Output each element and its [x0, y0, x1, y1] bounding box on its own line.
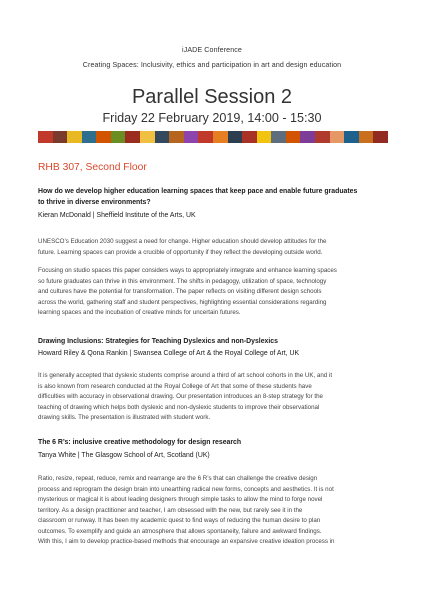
- text-line: across the world, gathering staff and student perspectives, highlighting essential considerations regarding: [38, 298, 327, 306]
- banner-segment: [330, 131, 345, 143]
- banner-segment: [169, 131, 184, 143]
- banner-segment: [140, 131, 155, 143]
- paper-title: [38, 337, 386, 348]
- paper-abstract-paragraph: [38, 371, 388, 424]
- text-line: Focusing on studio spaces this paper considers ways to appropriately integrate and enhance learning spaces: [38, 267, 337, 274]
- paper-title-line: How do we develop higher education learning spaces that keep pace and enable future graduates: [38, 188, 358, 195]
- banner-segment: [67, 131, 82, 143]
- conference-name: iJADE Conference: [182, 46, 242, 54]
- text-line: classroom or runway. It has been my academic quest to find ways of reducing the human desire to plan: [38, 517, 321, 524]
- paper-title-line: to thrive in diverse environments?: [38, 198, 151, 206]
- text-line: and cultures have the potential for transformation. The paper reflects on visiting different design schools: [38, 288, 322, 295]
- banner-segment: [271, 131, 286, 143]
- text-line: difficulties with accuracy in observational drawing. Our presentation introduces an 8-step strategy for the: [38, 393, 324, 400]
- text-line: drawing skills. The presentation is illustrated with student work.: [38, 414, 211, 421]
- text-line: outcomes. To exemplify and guide an atmosphere that allows spontaneity, failure and awkward findings.: [38, 527, 322, 535]
- banner-segment: [96, 131, 111, 143]
- text-line: learning spaces and the incubation of creative minds for uncertain futures.: [38, 309, 241, 316]
- text-line: process and reprogram the design brain into unearthing radical new forms, concepts and aesthetics. It is not: [38, 485, 334, 493]
- banner-segment: [344, 131, 359, 143]
- paper-title: [38, 438, 386, 449]
- paper-title-line: The 6 R’s: inclusive creative methodology for design research: [38, 439, 242, 446]
- banner-segment: [315, 131, 330, 143]
- banner-segment: [38, 131, 53, 143]
- paper-abstract-paragraph: [38, 237, 388, 258]
- banner-segment: [213, 131, 228, 143]
- banner-segment: [111, 131, 126, 143]
- text-line: so future graduates can thrive in this environment. The shifts in pedagogy, utilization of space, technology: [38, 277, 327, 285]
- text-line: Ratio, resize, repeat, reduce, remix and rearrange are the 6 R’s that can challenge the creative design: [38, 475, 318, 482]
- banner-segment: [125, 131, 140, 143]
- text-line: With this, I aim to develop practice-based methods that encourage an expansive creative ideation process in: [38, 538, 335, 545]
- paper-title: [38, 187, 386, 208]
- text-line: is also known from research conducted at the Royal College of Art that some of these students have: [38, 382, 312, 390]
- banner-segment: [286, 131, 301, 143]
- banner-segment: [184, 131, 199, 143]
- text-line: mysterious or magical it is about leading designers through simple tasks to allow the mind to forge novel: [38, 496, 323, 503]
- session-datetime: Friday 22 February 2019, 14:00 - 15:30: [102, 111, 322, 125]
- paper-authors: Howard Riley & Qona Rankin | Swansea College of Art & the Royal College of Art, UK: [38, 350, 300, 357]
- room-heading: RHB 307, Second Floor: [38, 162, 147, 173]
- paper-abstract-paragraph: [38, 266, 388, 319]
- text-line: future. Learning spaces can provide a crucible of opportunity if they reflect the developing outside world.: [38, 248, 323, 256]
- banner-segment: [257, 131, 272, 143]
- banner-segment: [300, 131, 315, 143]
- paper-abstract-paragraph: [38, 474, 388, 548]
- conference-theme: Creating Spaces: Inclusivity, ethics and participation in art and design education: [82, 61, 342, 69]
- banner-segment: [242, 131, 257, 143]
- paper-authors: Tanya White | The Glasgow School of Art, Scotland (UK): [38, 452, 210, 459]
- banner-segment: [228, 131, 243, 143]
- text-line: It is generally accepted that dyslexic students comprise around a third of art school cohorts in the UK, and it: [38, 372, 333, 379]
- banner-segment: [82, 131, 97, 143]
- decorative-banner-strip: [38, 131, 388, 143]
- banner-segment: [373, 131, 388, 143]
- session-title: Parallel Session 2: [131, 86, 293, 108]
- paper-title-line: Drawing Inclusions: Strategies for Teaching Dyslexics and non-Dyslexics: [38, 338, 278, 345]
- paper-authors: Kieran McDonald | Sheffield Institute of the Arts, UK: [38, 212, 196, 219]
- banner-segment: [359, 131, 374, 143]
- banner-segment: [198, 131, 213, 143]
- text-line: territory. As a design practitioner and teacher, I am obsessed with the new, but rarely see it in the: [38, 506, 303, 514]
- banner-segment: [155, 131, 170, 143]
- text-line: teaching of drawing which helps both dyslexic and non-dyslexic students to improve their observational: [38, 403, 320, 411]
- text-line: UNESCO’s Education 2030 suggest a need for change. Higher education should develop attitudes for the: [38, 238, 327, 245]
- banner-segment: [53, 131, 68, 143]
